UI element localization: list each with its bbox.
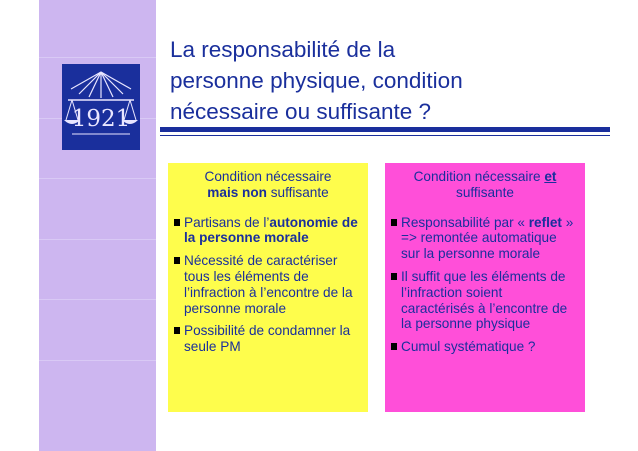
band-divider xyxy=(39,299,156,300)
item-text: Nécessité de caractériser tous les éléments de l’infraction à l’encontre de la personne morale xyxy=(184,253,353,316)
item-text: Il suffit que les éléments de l’infraction soient caractérisés à l’encontre de la personne physique xyxy=(401,268,568,332)
list-item xyxy=(174,215,362,247)
list-item xyxy=(174,323,362,355)
band-divider xyxy=(39,57,156,58)
heading-emphasis: et xyxy=(544,169,557,184)
slide-title xyxy=(170,34,610,127)
band-divider xyxy=(39,178,156,179)
item-text: Responsabilité par « xyxy=(401,214,529,230)
band-divider xyxy=(39,239,156,240)
column-necessary-and-sufficient xyxy=(385,163,585,412)
column-heading xyxy=(391,169,579,201)
institution-logo xyxy=(62,64,140,150)
heading-line xyxy=(391,169,579,185)
heading-line: suffisante xyxy=(456,184,514,200)
heading-text: Condition nécessaire xyxy=(413,169,545,184)
heading-line xyxy=(174,185,362,201)
title-underline xyxy=(160,127,610,132)
item-emphasis: autonomie de la personne morale xyxy=(184,214,358,246)
item-text: Possibilité de condamner la seule PM xyxy=(184,323,351,355)
title-line: personne physique, condition xyxy=(170,68,463,93)
item-text-end: » => remontée automatique sur la personne morale xyxy=(401,214,574,262)
column-necessary-not-sufficient xyxy=(168,163,368,412)
list-item xyxy=(174,253,362,316)
list-item xyxy=(391,215,579,262)
title-line: nécessaire ou suffisante ? xyxy=(170,99,432,124)
list-item xyxy=(391,269,579,332)
title-underline-thin xyxy=(160,135,610,136)
item-text: Partisans de l’ xyxy=(184,214,270,230)
item-text: Cumul systématique ? xyxy=(401,339,536,355)
heading-emphasis: mais non xyxy=(207,184,267,200)
scales-logo-icon xyxy=(62,64,140,150)
heading-rest: suffisante xyxy=(266,184,329,200)
title-line: La responsabilité de la xyxy=(170,37,396,62)
logo-year-text: 1921 xyxy=(71,106,131,132)
band-divider xyxy=(39,360,156,361)
item-emphasis: reflet xyxy=(528,214,562,230)
column-heading xyxy=(174,169,362,201)
list-item xyxy=(391,339,579,355)
heading-line: Condition nécessaire xyxy=(204,169,332,184)
